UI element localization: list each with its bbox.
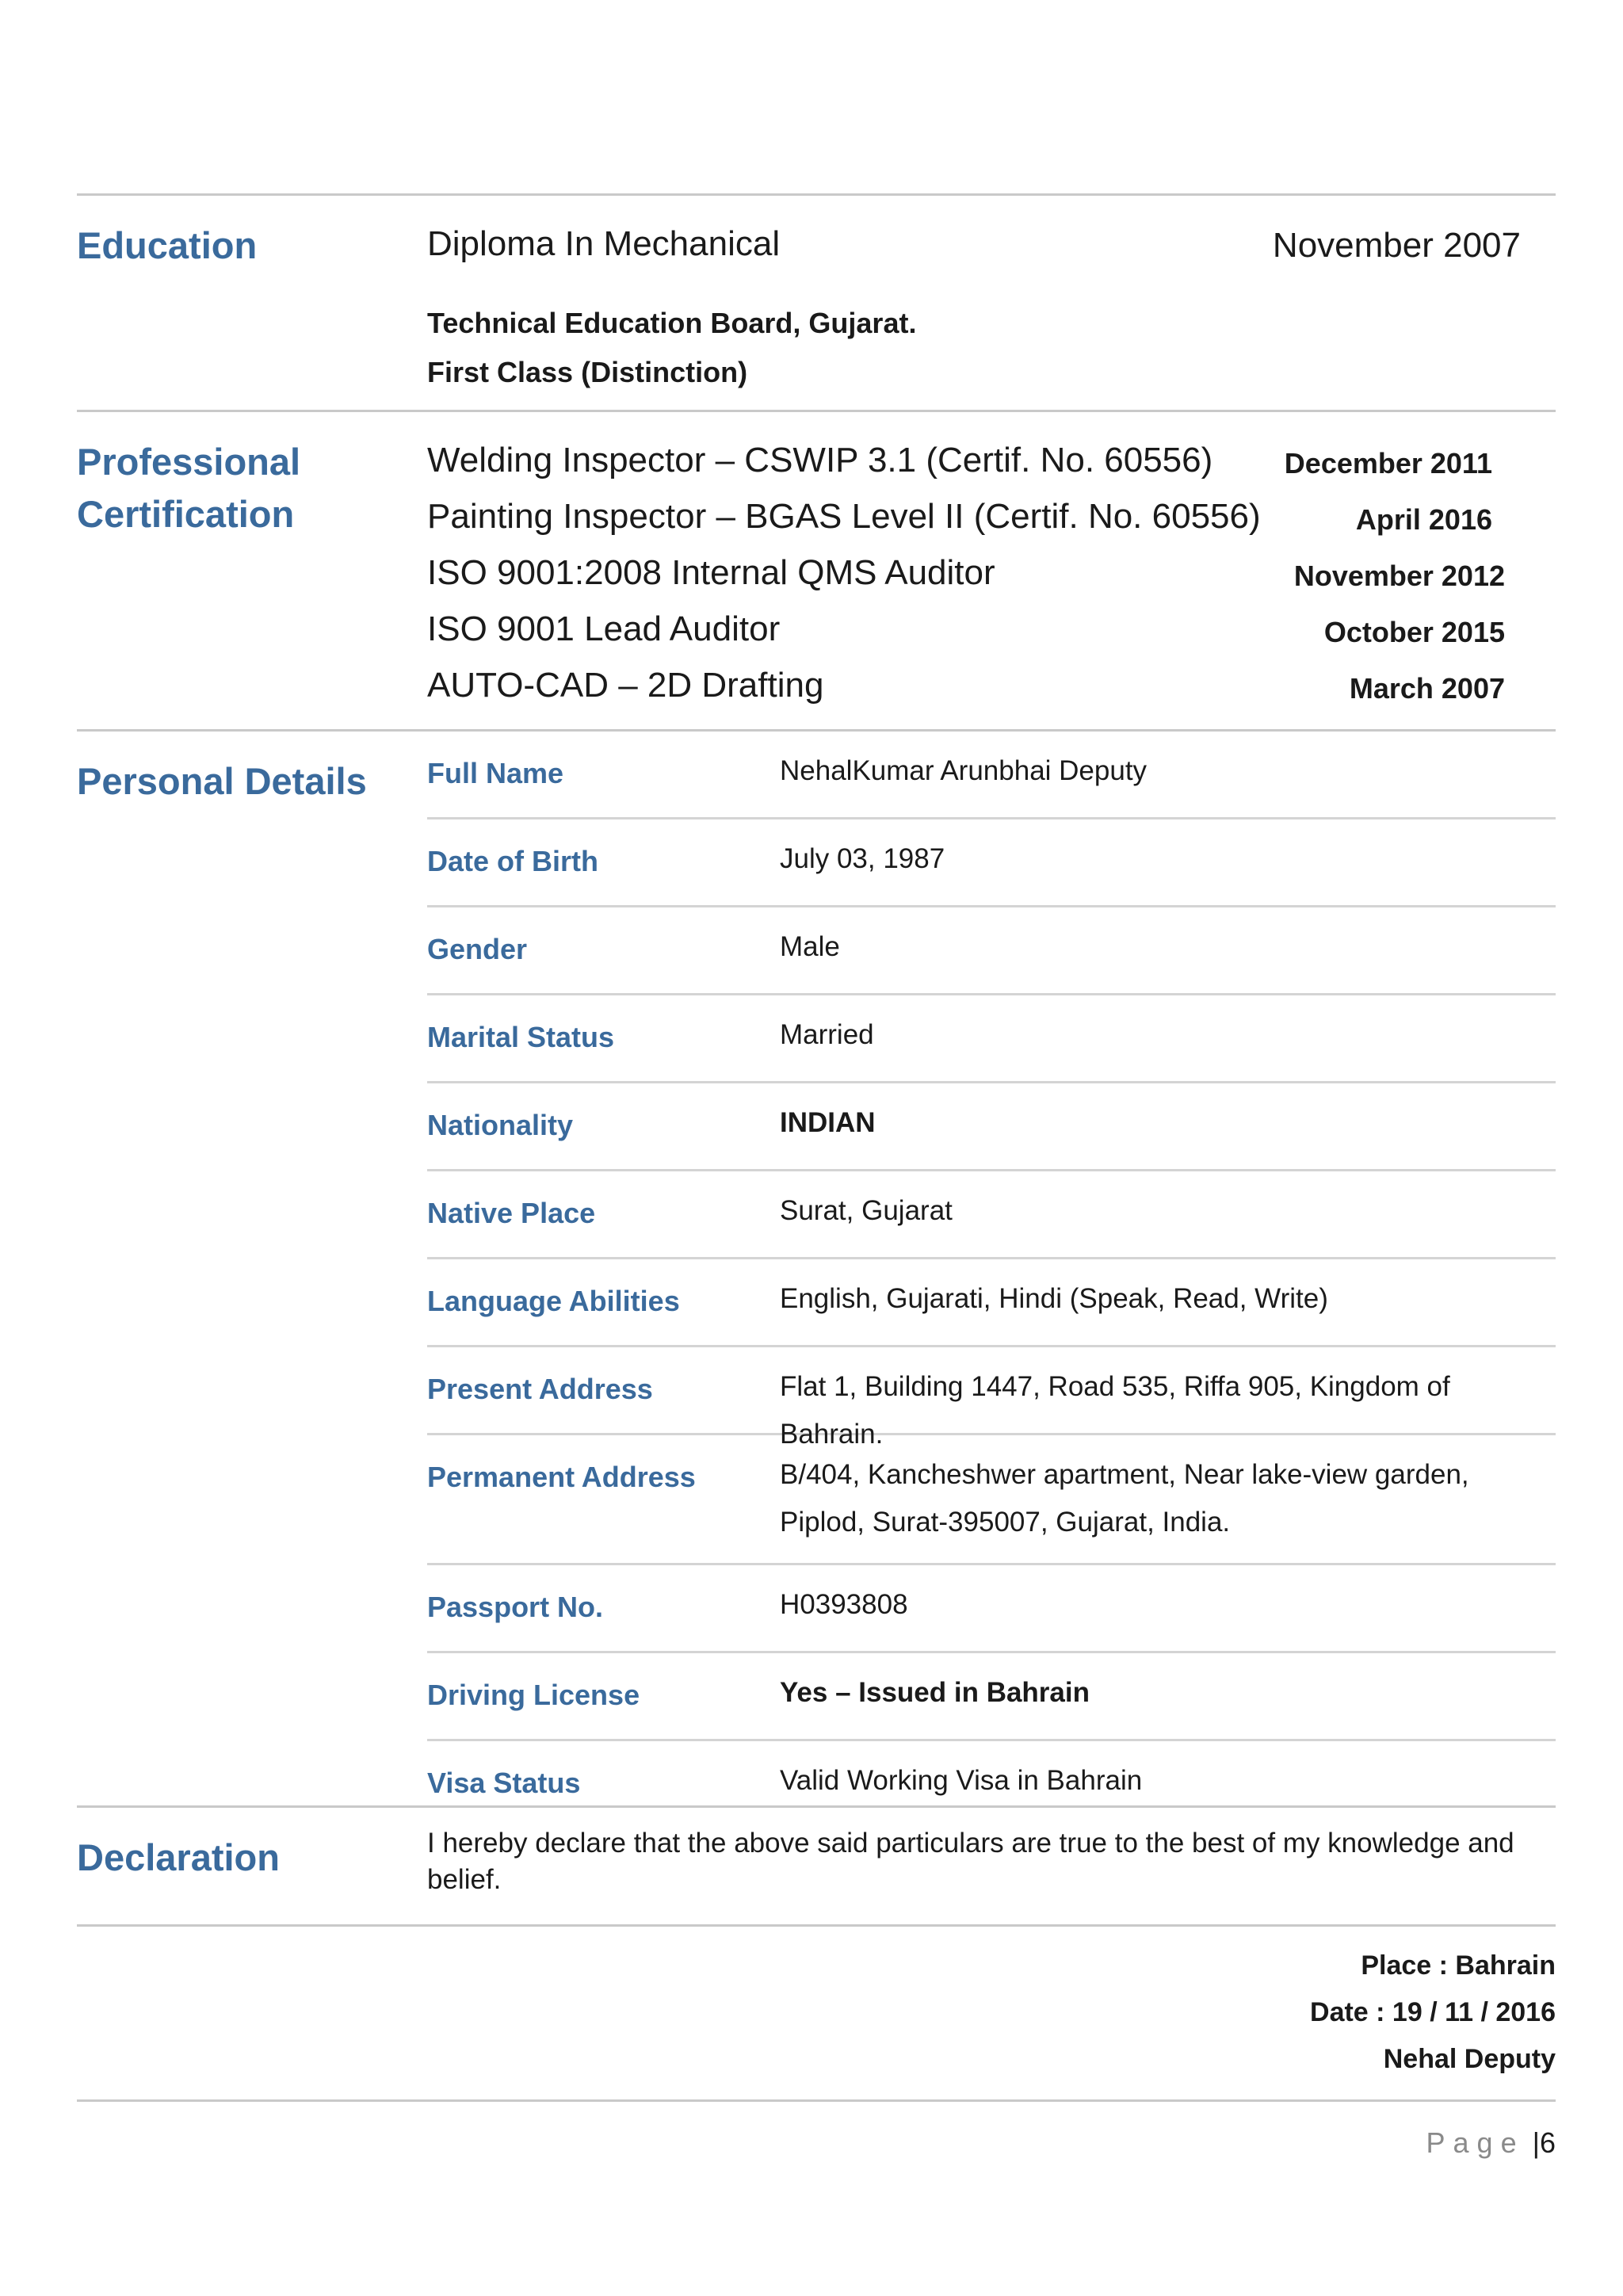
- field-label: Native Place: [427, 1197, 596, 1229]
- field-value: NehalKumar Arunbhai Deputy: [780, 755, 1148, 786]
- field-value: English, Gujarati, Hindi (Speak, Read, Write): [780, 1283, 1328, 1314]
- education-class: First Class (Distinction): [427, 356, 748, 388]
- field-value: [780, 1451, 1556, 1546]
- personal-details-section: [77, 732, 1556, 1805]
- page-separator: |: [1532, 2126, 1540, 2159]
- field-label: Date of Birth: [427, 845, 598, 877]
- page-number-value: 6: [1539, 2126, 1556, 2159]
- signature-block: [77, 1927, 1556, 2159]
- signature-name: Nehal Deputy: [1383, 2044, 1556, 2074]
- certification-date: April 2016: [1355, 503, 1492, 536]
- declaration-text: I hereby declare that the above said particulars are true to the best of my knowledge and belief.: [427, 1828, 1514, 1895]
- certification-date: December 2011: [1284, 447, 1492, 479]
- page-word: Page: [1426, 2126, 1525, 2159]
- field-value: Flat 1, Building 1447, Road 535, Riffa 905, Kingdom of Bahrain.: [780, 1371, 1450, 1450]
- table-row: [427, 732, 1556, 819]
- field-value: Surat, Gujarat: [780, 1195, 953, 1226]
- education-date: November 2007: [1272, 226, 1521, 265]
- table-row: [427, 1171, 1556, 1259]
- certification-heading-line2: Certification: [77, 493, 295, 535]
- signature-place: Place : Bahrain: [1361, 1950, 1556, 1981]
- certification-heading: [77, 436, 300, 541]
- table-row: [427, 1259, 1556, 1347]
- field-label: Nationality: [427, 1109, 574, 1141]
- certification-name: ISO 9001 Lead Auditor: [427, 609, 781, 648]
- field-label: Marital Status: [427, 1021, 615, 1053]
- field-value: Male: [780, 931, 840, 962]
- field-label: Permanent Address: [427, 1461, 696, 1493]
- table-row: [427, 1435, 1556, 1565]
- field-label: Passport No.: [427, 1591, 604, 1623]
- field-value-line: Piplod, Surat-395007, Gujarat, India.: [780, 1507, 1231, 1538]
- certification-section: [77, 412, 1556, 729]
- education-heading: Education: [77, 224, 258, 266]
- certification-name: Welding Inspector – CSWIP 3.1 (Certif. No. 60556): [427, 441, 1213, 479]
- table-row: [427, 1083, 1556, 1171]
- field-label: Language Abilities: [427, 1285, 680, 1317]
- field-value: H0393808: [780, 1589, 908, 1620]
- personal-details-heading: Personal Details: [77, 760, 367, 802]
- field-value-line: B/404, Kancheshwer apartment, Near lake-view garden,: [780, 1459, 1469, 1490]
- field-value: Married: [780, 1019, 874, 1050]
- table-row: [427, 995, 1556, 1083]
- table-row: [427, 1565, 1556, 1653]
- personal-details-table: [427, 732, 1556, 1827]
- field-label: Full Name: [427, 757, 564, 789]
- field-value: July 03, 1987: [780, 843, 945, 874]
- certification-name: Painting Inspector – BGAS Level II (Certif. No. 60556): [427, 497, 1261, 536]
- certification-name: ISO 9001:2008 Internal QMS Auditor: [427, 553, 995, 592]
- resume-page: [77, 193, 1556, 2159]
- certification-list: [427, 434, 1556, 716]
- education-board: Technical Education Board, Gujarat.: [427, 307, 917, 339]
- certification-item: [427, 603, 1556, 659]
- table-row: [427, 819, 1556, 907]
- certification-name: AUTO-CAD – 2D Drafting: [427, 666, 824, 705]
- divider: [77, 2099, 1556, 2102]
- certification-date: October 2015: [1323, 616, 1505, 648]
- field-value: INDIAN: [780, 1107, 876, 1138]
- certification-date: November 2012: [1293, 560, 1505, 592]
- table-row: [427, 907, 1556, 995]
- certification-item: [427, 659, 1556, 716]
- certification-date: March 2007: [1349, 672, 1505, 705]
- declaration-section: [77, 1808, 1556, 1924]
- table-row: [427, 1347, 1556, 1450]
- education-section: [77, 196, 1556, 410]
- field-label: Gender: [427, 933, 528, 965]
- field-value: Valid Working Visa in Bahrain: [780, 1765, 1143, 1796]
- page-number: [1426, 2123, 1556, 2163]
- table-row: [427, 1653, 1556, 1741]
- declaration-heading: Declaration: [77, 1836, 280, 1878]
- certification-item: [427, 434, 1556, 491]
- signature-date: Date : 19 / 11 / 2016: [1310, 1997, 1556, 2027]
- education-degree: Diploma In Mechanical: [427, 224, 781, 263]
- field-label: Driving License: [427, 1679, 640, 1711]
- certification-heading-line1: Professional: [77, 441, 301, 483]
- signature-lines: [1310, 1943, 1556, 2083]
- field-value: Yes – Issued in Bahrain: [780, 1677, 1090, 1708]
- certification-item: [427, 547, 1556, 603]
- field-label: Visa Status: [427, 1767, 581, 1799]
- field-label: Present Address: [427, 1373, 653, 1405]
- certification-item: [427, 491, 1556, 547]
